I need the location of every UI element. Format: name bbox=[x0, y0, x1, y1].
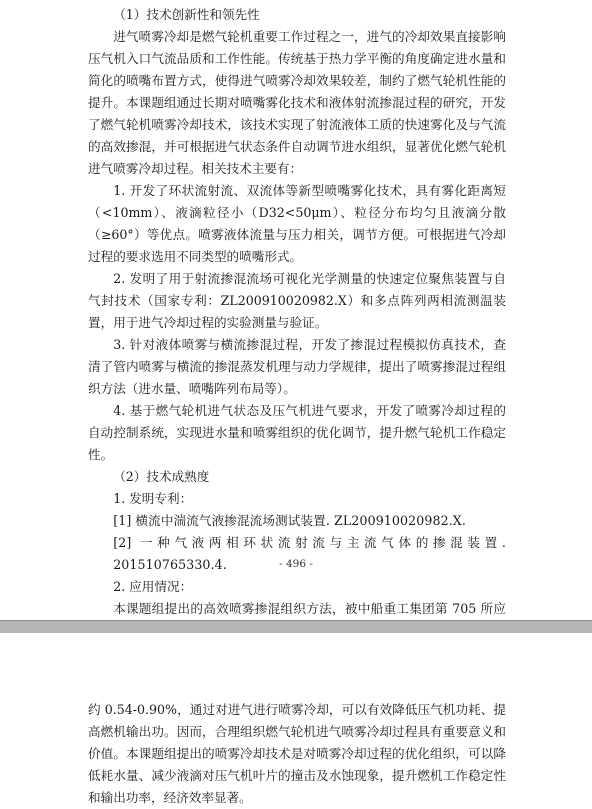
page-gap bbox=[0, 621, 592, 633]
page-body bbox=[88, 699, 506, 809]
paragraph: （1）技术创新性和领先性 bbox=[113, 7, 260, 22]
paragraph: （2）技术成熟度 bbox=[113, 469, 210, 484]
reference-item: [2] 一种气液两相环状流射流与主流气体的掺混装置. 201510765330.4. bbox=[113, 535, 506, 572]
document-page-497 bbox=[0, 633, 592, 805]
paragraph: 4. 基于燃气轮机进气状态及压气机进气要求，开发了喷雾冷却过程的自动控制系统，实现进水量和喷雾组织的优化调节，提升燃气轮机工作稳定性。 bbox=[88, 403, 506, 462]
paragraph: 2. 应用情况： bbox=[113, 579, 193, 594]
paragraph: 进气喷雾冷却是燃气轮机重要工作过程之一，进气的冷却效果直接影响压气机入口气流品质和工作性能。传统基于热力学平衡的角度确定进水量和简化的喷嘴布置方式，使得进气喷雾冷却效果较差，制约了燃气轮机性能的提升。本课题组通过长期对喷嘴雾化技术和液体射流掺混过程的研究，开发了燃气轮机喷雾冷却技术，该技术实现了射流液体工质的快速雾化及与气流的高效掺混，并可根据进气状态条件自动调节进水组织，显著优化燃气轮机进气喷雾冷却过程。相关技术主要有： bbox=[88, 29, 506, 176]
page-number: - 496 - bbox=[279, 558, 313, 570]
paragraph: 1. 发明专利： bbox=[113, 491, 193, 506]
reference-item: [1] 横流中湍流气液掺混流场测试装置. ZL200910020982.X. bbox=[113, 513, 466, 528]
paragraph: 3. 针对液体喷雾与横流掺混过程，开发了掺混过程模拟仿真技术，查清了管内喷雾与横流的掺混蒸发机理与动力学规律，提出了喷雾掺混过程组织方法（进水量、喷嘴阵列布局等）。 bbox=[88, 337, 506, 396]
page-body bbox=[88, 4, 506, 708]
paragraph: 本课题组提出的高效喷雾掺混组织方法，被中船重工集团第 705 所应 bbox=[113, 601, 506, 616]
paragraph: 2. 发明了用于射流掺混流场可视化光学测量的快速定位聚焦装置与自气封技术（国家专利：ZL200910020982.X）和多点阵列两相流测温装置，用于进气冷却过程的实验测量与验证。 bbox=[88, 271, 506, 330]
paragraph: 约 0.54-0.90%，通过对进气进行喷雾冷却，可以有效降低压气机功耗、提高燃机输出功。因而，合理组织燃气轮机进气喷雾冷却过程具有重要意义和价值。本课题组提出的喷雾冷却技术是对喷雾冷却过程的优化组织，可以降低耗水量、减少液滴对压气机叶片的撞击及水蚀现象，提升燃机工作稳定性和输出功率，经济效率显著。 bbox=[88, 702, 506, 805]
paragraph: 1. 开发了环状流射流、双流体等新型喷嘴雾化技术，具有雾化距离短（<10mm）、液滴粒径小（D32<50μm）、粒径分布均匀且液滴分散（≥60°）等优点。喷雾液体流量与压力相关，调节方便。可根据进气冷却过程的要求选用不同类型的喷嘴形式。 bbox=[88, 183, 506, 264]
